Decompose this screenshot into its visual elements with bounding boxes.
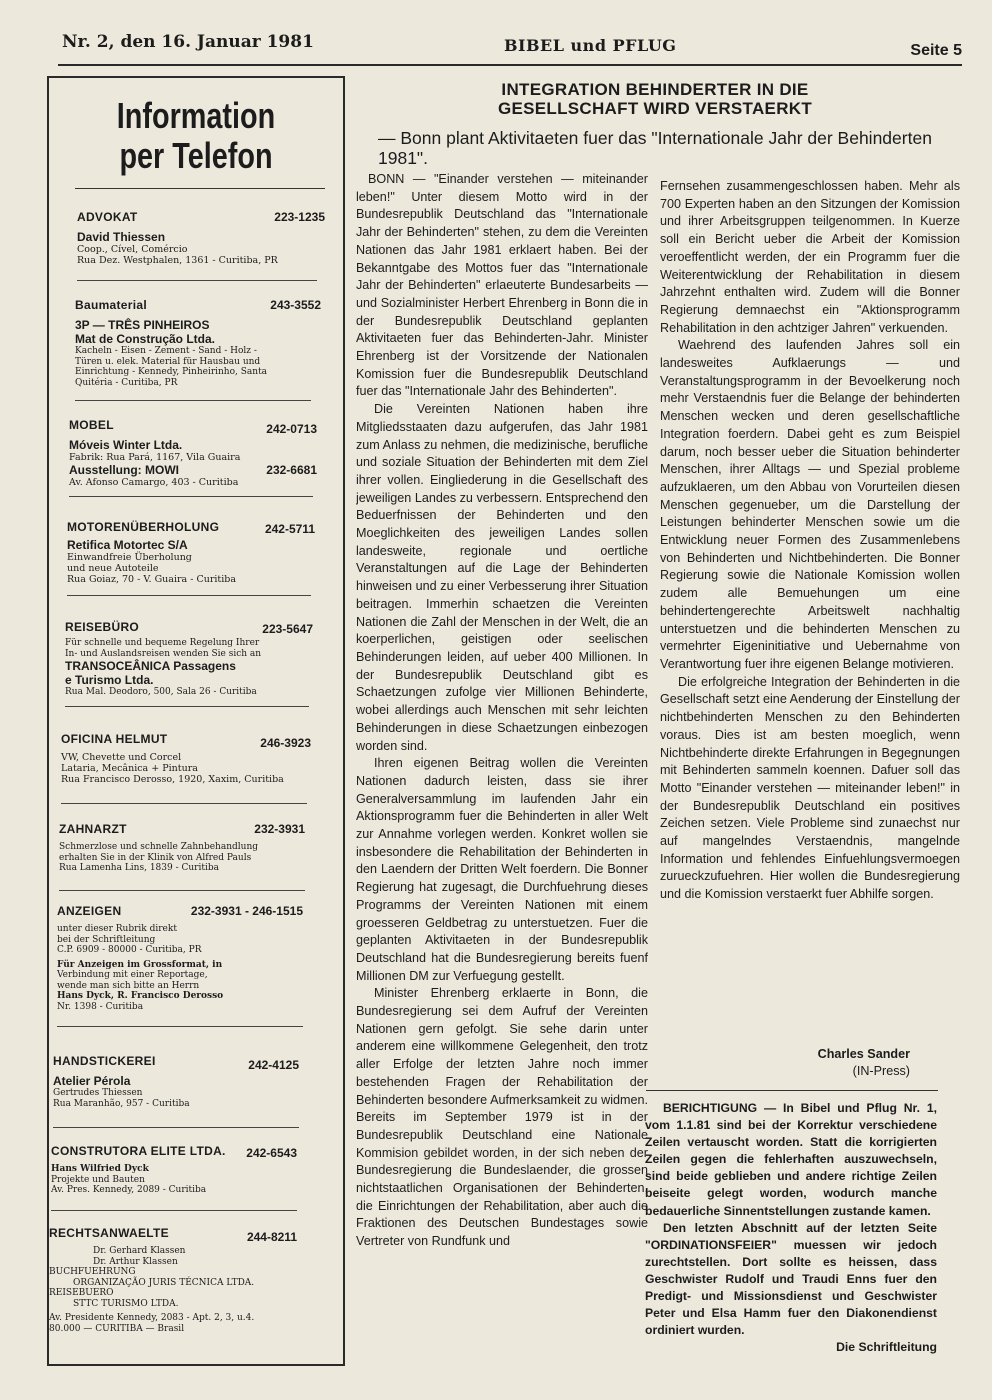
directory-entry [77, 210, 325, 281]
entry-company: Retifica Motortec S/A [67, 538, 188, 552]
entry-company: Móveis Winter Ltda. [69, 438, 183, 452]
entry-category: CONSTRUTORA ELITE LTDA. [51, 1144, 226, 1158]
divider [646, 1090, 938, 1091]
entry-detail: Av. Presidente Kennedy, 2083 - Apt. 2, 3, u.4. [49, 1313, 255, 1323]
entry-detail: Dr. Gerhard Klassen [93, 1246, 186, 1256]
news-agency: (IN-Press) [852, 1064, 910, 1078]
entry-company: 3P — TRÊS PINHEIROS [75, 318, 210, 332]
article-paragraph: BONN — "Einander verstehen — miteinander leben!" Unter diesem Motto wird in der Bundesrepublik Deutschland das "Internationale Jahr der Behinderten" stehen, zu dem die Vereinten Nationen das Jahr 1981 erklaert haben. Bei der Bekanntgabe des Mottos fuer das "Internationale Jahr der Behinderten" erlaeuterte Bundesarbeits — und Sozialminister Herbert Ehrenberg in Bonn die in der Bundesrepublik Deutschland geplanten Aktivitaeten fuer das Behinderten-Jahr. Minister Ehrenberg ist der Vorsitzende der Nationalen Komission fuer die Bundesrepublik Deutschland fuer das "Internationale Jahr des Behinderten". [356, 172, 648, 399]
entry-phone: 232-3931 - 246-1515 [190, 904, 303, 918]
correction-paragraph: BERICHTIGUNG — In Bibel und Pflug Nr. 1, vom 1.1.81 sind bei der Korrektur verschiedene Zeilen vertauscht worden. Statt die korrigierten Zeilen gegen die fehlerhaften auszuwechseln, sind beide geblieben und andere richtige Zeilen beiseite gelegt worden, wodurch manche bedauerliche Sinnentstellungen zustande kamen. [645, 1101, 937, 1218]
page-header [58, 30, 962, 66]
divider [59, 890, 305, 891]
entry-company: David Thiessen [77, 230, 166, 244]
entry-phone: 242-5711 [264, 522, 315, 536]
entry-detail: 80.000 — CURITIBA — Brasil [49, 1323, 185, 1334]
entry-detail: bei der Schriftleitung [57, 934, 156, 945]
entry-phone: 242-4125 [248, 1058, 299, 1072]
entry-category: ADVOKAT [77, 210, 138, 224]
entry-detail: Nr. 1398 - Curitiba [57, 1001, 144, 1012]
entry-phone: 242-0713 [266, 422, 317, 436]
article-paragraph: Die erfolgreiche Integration der Behinderten in die Gesellschaft setzt eine Aenderung der Einstellung der nichtbehinderten Menschen zu den Behinderten voraus. Dies ist am besten moeglich, wenn Nichtbehinderte direkte Erfahrungen in Begegnungen mit Behinderten sammeln koennen. Dafuer soll das Motto "Einander verstehen — miteinander leben!" in der Bundesrepublik Deutschland ein positives Zeichen setzen. Viele Probleme sind zunaechst nur auf mangelndes Verstaendnis, mangelnde Information und fehlendes Einfuehlungsvermoegen zurueckzufuehren. Hier wollen die Bundesregierung und die Komission verstaerkt fuer Abhilfe sorgen. [660, 674, 960, 902]
correction-signature: Die Schriftleitung [836, 1340, 937, 1355]
entry-phone: 243-3552 [270, 298, 321, 312]
correction-notice [645, 1100, 937, 1356]
entry-detail: und neue Autoteile [67, 563, 159, 574]
entry-detail: Rua Maranhão, 957 - Curitiba [53, 1098, 190, 1109]
article-byline [700, 1046, 910, 1080]
divider [77, 280, 317, 281]
divider [67, 595, 311, 596]
correction-paragraph: Den letzten Abschnitt auf der letzten Seite "ORDINATIONSFEIER" muessen wir jedoch zurechtstellen. Dort sollte es heissen, dass Geschwister Rudolf und Traudi Enns fuer den Predigt- und Missionsdienst und Geschwister Peter und Elsa Hamm fuer den Diakonendienst ordiniert wurden. [645, 1220, 937, 1338]
divider [65, 706, 309, 707]
entry-phone: 232-3931 [254, 822, 305, 836]
entry-detail: Schmerzlose und schnelle Zahnbehandlung [59, 842, 258, 852]
entry-detail: Dr. Arthur Klassen [93, 1256, 178, 1267]
article-paragraph: Waehrend des laufenden Jahres soll ein landesweites Aufklaerungs — und Veranstaltungsprogramm in der Bevoelkerung noch mehr Verstaendnis fuer die Belange der behinderten Menschen wecken und deren gesellschaftliche Integration foerdern. Dabei geht es zum Beispiel darum, noch besser ueber die Situation behinderter Menschen, ihrer Alltags — und Spezial probleme aufzuklaeren, um den Abbau von Vorurteilen diesen Menschen gegenueber, um die Darstellung der Leistungen behinderter Menschen sowie um die Entwicklung neuer Formen des Zusammenlebens von Behinderten und Nichtbehinderten. Die Bonner Regierung sowie die Nationale Komission wollen zudem alle Bemuehungen um eine behindertengerechte Arbeitswelt nachhaltig unterstuetzen und die behinderten Menschen zu vermehrter Eigeninitiative und Uebernahme von Verantwortung fuer ihre eigenen Belange motivieren. [660, 338, 960, 671]
entry-phone: 246-3923 [260, 736, 311, 750]
entry-phone: 244-8211 [246, 1230, 297, 1244]
entry-category: MOTORENÜBERHOLUNG [67, 520, 220, 534]
directory-entry [67, 520, 315, 596]
entry-detail: Rua Goiaz, 70 - V. Guaira - Curitiba [67, 574, 237, 585]
entry-company-line2: e Turismo Ltda. [65, 673, 154, 687]
entry-detail: Für schnelle und bequeme Regelung Ihrer [65, 638, 260, 648]
article-column-1 [356, 171, 648, 1371]
entry-category: HANDSTICKEREI [53, 1054, 156, 1068]
directory-entry [65, 620, 313, 707]
entry-detail: Gertrudes Thiessen [53, 1088, 143, 1098]
entry-detail: wende man sich bitte an Herrn [57, 980, 200, 991]
issue-date: Nr. 2, den 16. Januar 1981 [62, 32, 314, 52]
article-paragraph: Fernsehen zusammengeschlossen haben. Mehr als 700 Experten haben an den Sitzungen der Komission und ihrer Arbeitsgruppen teilgenommen. In Kuerze soll ein Bericht ueber die Arbeit der Komission veroeffentlicht werden, der ein Programm fuer die Weiterentwicklung der Rehabilitation in diesem Jahrzehnt enthalten wird. Zudem will die Bonner Regierung demnaechst ein "Aktionsprogramm Rehabilitation in den achtziger Jahren" verkuenden. [660, 179, 960, 335]
entry-detail: ORGANIZAÇÃO JURIS TÉCNICA LTDA. [73, 1277, 255, 1288]
directory-entry [59, 822, 305, 891]
entry-category: RECHTSANWAELTE [49, 1226, 169, 1240]
entry-detail: REISEBUERO [49, 1288, 114, 1298]
entry-phone-2: 232-6681 [266, 463, 317, 477]
entry-detail: erhalten Sie in der Klinik von Alfred Pauls [59, 852, 252, 863]
article-paragraph: Die Vereinten Nationen haben ihre Mitgliedsstaaten dazu aufgerufen, das Jahr 1981 zum Anlass zu nehmen, die medizinische, berufliche und soziale Situation der Behinderten mit dem Ziel ihrer vollen. Eingliederung in die Gesellschaft des jeweiligen Landes zu verbessern. Entsprechend den Beduerfnissen der Behinderten und den Moeglichkeiten des jeweiligen Landes sollen landesweite, regionale und oertliche Veranstaltungen auf die Lage der Behinderten hinweisen und zu einer Verbesserung ihrer Situation beitragen. Immerhin schaetzen die Vereinten Nationen die Zahl der Menschen in der Welt, die an koerperlichen, geistigen oder seelischen Behinderungen leiden, auf ueber 400 Millionen. In der Bundesrepublik Deutschland gibt es Schaetzungen zufolge vier Millionen Behinderte, wobei allerdings auch Menschen mit sehr leichten Behinderungen in diese Schaetzungen einbezogen worden sind. [356, 402, 648, 753]
entry-company: Hans Wilfried Dyck [51, 1164, 149, 1174]
page-number: Seite 5 [910, 42, 962, 59]
entry-phone: 242-6543 [246, 1146, 297, 1160]
author-name: Charles Sander [817, 1047, 910, 1061]
entry-phone: 223-1235 [274, 210, 325, 224]
directory-entry [57, 904, 303, 1027]
entry-detail: In- und Auslandsreisen wenden Sie sich an [65, 648, 262, 659]
directory-title-line2: per Telefon [119, 135, 273, 176]
directory-title-line1: Information [116, 95, 276, 136]
entry-detail: Für Anzeigen im Grossformat, in [57, 959, 223, 970]
directory-entry [69, 418, 317, 497]
entry-company-line2: Mat de Construção Ltda. [75, 332, 216, 346]
entry-detail: Einrichtung - Kennedy, Pinheirinho, Santa [75, 367, 268, 377]
directory-title [78, 96, 313, 176]
divider [69, 496, 313, 497]
divider [57, 1026, 303, 1027]
divider [53, 1127, 299, 1128]
entry-detail: Av. Afonso Camargo, 403 - Curitiba [69, 477, 239, 488]
entry-company: Atelier Pérola [53, 1074, 131, 1088]
divider [51, 1210, 297, 1211]
entry-category: REISEBÜRO [65, 620, 140, 634]
entry-detail: Coop., Cível, Comércio [77, 244, 188, 255]
entry-detail: BUCHFUEHRUNG [49, 1267, 136, 1277]
entry-detail: Fabrik: Rua Pará, 1167, Vila Guaira [69, 452, 241, 463]
entry-company-line2: Ausstellung: MOWI [69, 463, 179, 477]
entry-detail: VW, Chevette und Corcel [61, 752, 182, 763]
entry-detail: Kacheln - Eisen - Zement - Sand - Holz - [75, 346, 257, 356]
article-column-2 [660, 178, 960, 1058]
entry-detail: unter dieser Rubrik direkt [57, 924, 177, 934]
entry-category: Baumaterial [75, 298, 147, 312]
entry-detail: Einwandfreie Überholung [67, 552, 192, 563]
entry-category: ANZEIGEN [57, 904, 122, 918]
entry-detail: Lataria, Mecânica + Pintura [61, 763, 198, 774]
directory-entry [61, 732, 311, 804]
divider [75, 400, 311, 401]
entry-category: OFICINA HELMUT [61, 732, 168, 746]
directory-entry [75, 298, 321, 401]
entry-detail: Rua Mal. Deodoro, 500, Sala 26 - Curitiba [65, 687, 257, 697]
phone-directory-box [47, 76, 345, 1366]
entry-detail: Rua Francisco Derosso, 1920, Xaxim, Curitiba [61, 774, 284, 785]
entry-detail: Türen u. elek. Material für Hausbau und [75, 356, 261, 367]
entry-company: TRANSOCEÂNICA Passagens [65, 659, 236, 673]
divider [61, 803, 307, 804]
entry-detail: Av. Pres. Kennedy, 2089 - Curitiba [51, 1185, 207, 1195]
entry-detail: Verbindung mit einer Reportage, [57, 970, 208, 980]
entry-detail: Hans Dyck, R. Francisco Derosso [57, 991, 224, 1001]
divider [75, 188, 325, 189]
entry-detail: C.P. 6909 - 80000 - Curitiba, PR [57, 945, 202, 955]
entry-category: ZAHNARZT [59, 822, 127, 836]
article-paragraph: Ihren eigenen Beitrag wollen die Vereinten Nationen dadurch leisten, dass sie ihrer Generalversammlung im laufenden Jahr ein Aktionsprogramm fuer die Behinderten in aller Welt zur Annahme vorlegen werden. Konkret wollen sie insbesondere die Rehabilitation der Behinderten in den Laendern der Dritten Welt foerdern. Die Bonner Regierung hat zugesagt, die Durchfuehrung dieses Programms der Vereinten Nationen mit einem groesseren Geldbetrag zu unterstuetzen. Fuer die geplanten Aktivitaeten in der Bundesrepublik Deutschland hat die Bundesregierung bereits fuenf Millionen DM zur Verfuegung gestellt. [356, 756, 648, 983]
entry-detail: STTC TURISMO LTDA. [73, 1298, 179, 1309]
article-subheadline: — Bonn plant Aktivitaeten fuer das "Internationale Jahr der Behinderten 1981". [378, 128, 932, 168]
article-headline: INTEGRATION BEHINDERTER IN DIE GESELLSCHAFT WIRD VERSTAERKT [497, 80, 813, 118]
entry-phone: 223-5647 [262, 622, 313, 636]
directory-entry [53, 1054, 299, 1128]
entry-detail: Quitéria - Curitiba, PR [75, 377, 178, 388]
directory-entry [51, 1144, 297, 1211]
entry-category: MOBEL [69, 418, 114, 432]
directory-entry [49, 1226, 297, 1334]
article-paragraph: Minister Ehrenberg erklaerte in Bonn, die Bundesregierung sei dem Aufruf der Vereinten Nationen gern gefolgt. Sie sehe darin unter anderem eine willkommene Gelegenheit, den trotz aller Erfolge der letzten Jahre noch immer bestehenden Fragen der Rehabilitation der Behinderten besondere Aufmerksamkeit zu widmen. Bereits im September 1979 ist in der Bundesrepublik Deutschland eine Nationale Kommision gebildet worden, in der sich neben der Bundesregierung die Bundeslaender, die grossen nichtstaatlichen Organisationen der Behinderten, die Einrichtungen der Rehabilitation, aber auch die Fraktionen des Deutschen Bundestages sowie Vertreter von Rundfunk und [356, 986, 648, 1249]
newspaper-name: BIBEL und PFLUG [504, 36, 677, 55]
entry-detail: Projekte und Bauten [51, 1174, 145, 1185]
entry-detail: Rua Lamenha Lins, 1839 - Curitiba [59, 863, 219, 873]
entry-detail: Rua Dez. Westphalen, 1361 - Curitiba, PR [77, 255, 278, 266]
